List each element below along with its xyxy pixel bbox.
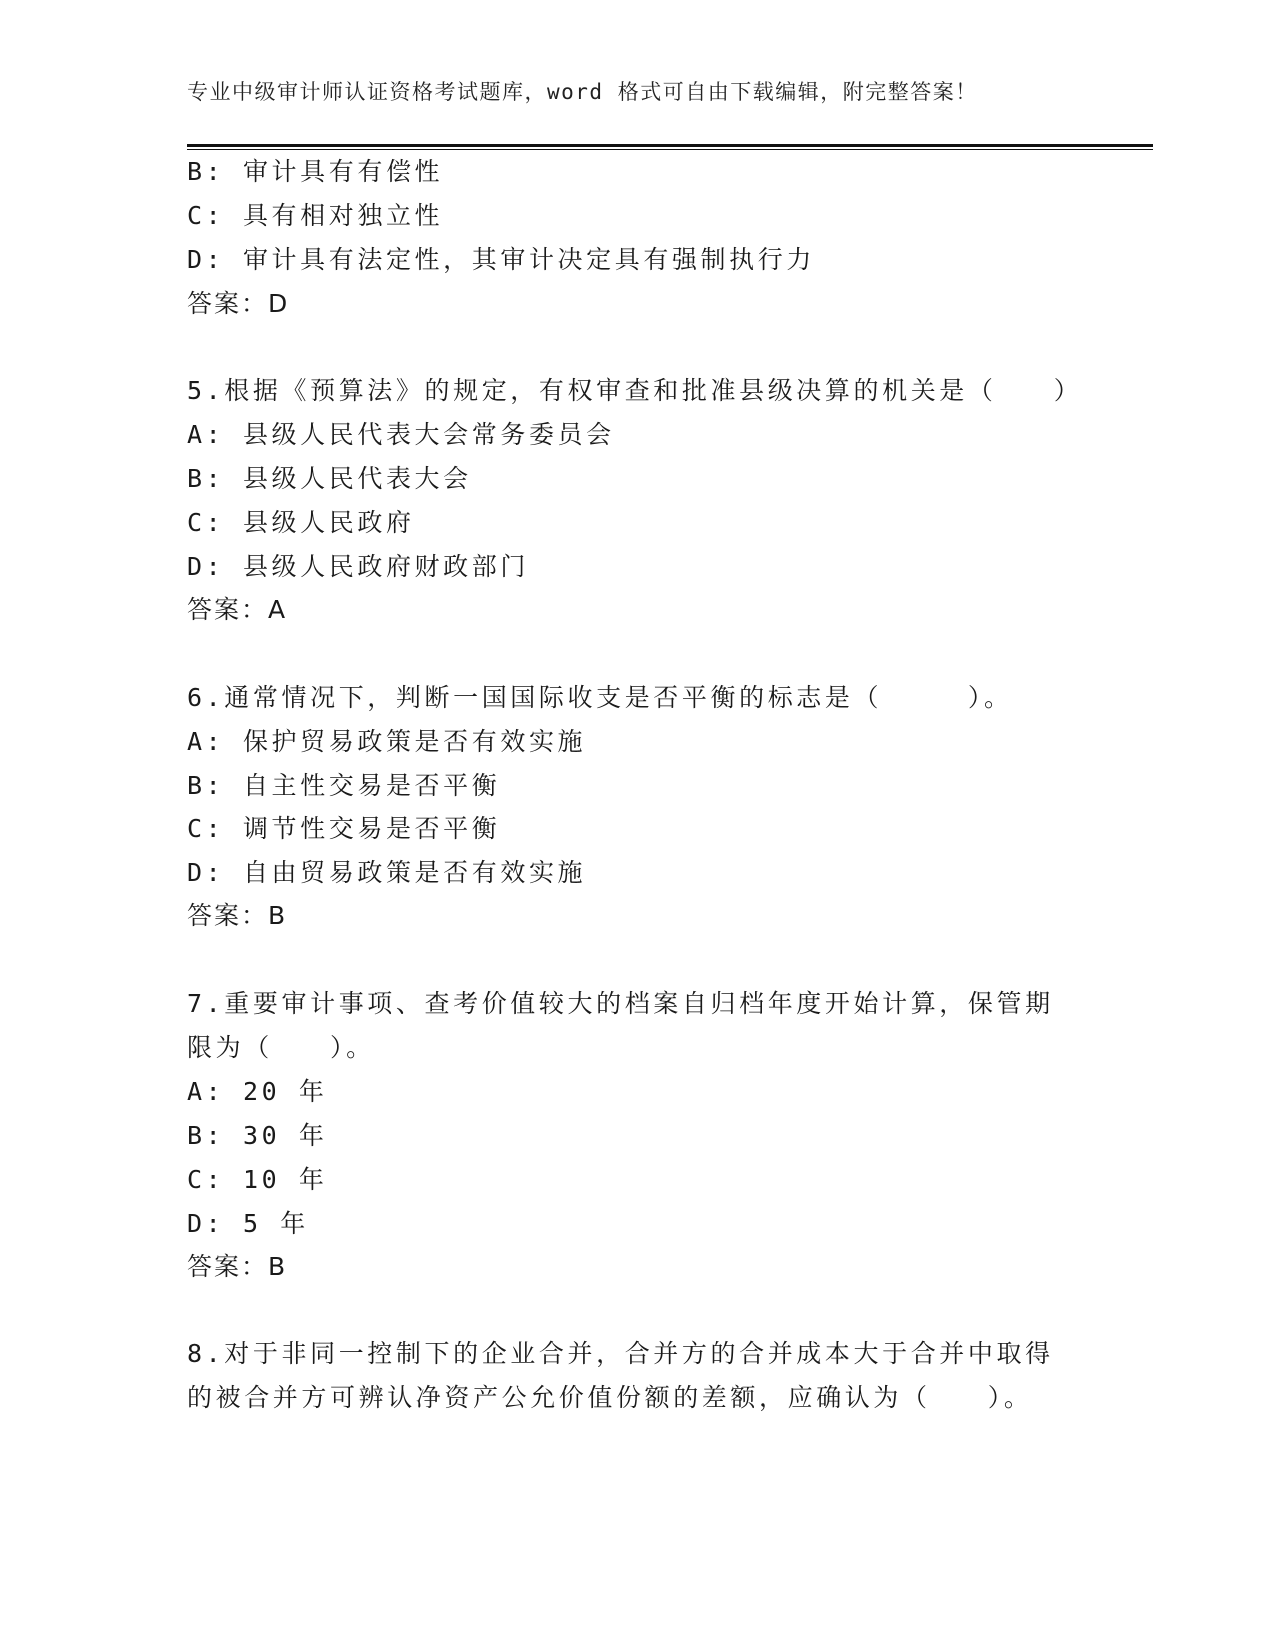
q5-option-c: C: 县级人民政府 <box>187 508 415 537</box>
q6-answer: 答案：B <box>187 901 288 930</box>
q6-option-b: B: 自主性交易是否平衡 <box>187 771 501 800</box>
q7-option-a: A: 20 年 <box>187 1077 328 1106</box>
page-header: 专业中级审计师认证资格考试题库，word 格式可自由下载编辑，附完整答案！ <box>187 80 978 104</box>
q7-option-c: C: 10 年 <box>187 1165 328 1194</box>
q5-stem: 5.根据《预算法》的规定，有权审查和批准县级决算的机关是（ ） <box>187 376 1083 405</box>
q8-stem-line2: 的被合并方可辨认净资产公允价值份额的差额，应确认为（ ）。 <box>187 1383 1033 1412</box>
q6-stem: 6.通常情况下，判断一国国际收支是否平衡的标志是（ ）。 <box>187 683 1013 712</box>
header-rule-thin <box>187 149 1153 150</box>
q5-option-b: B: 县级人民代表大会 <box>187 464 472 493</box>
q7-stem-line1: 7.重要审计事项、查考价值较大的档案自归档年度开始计算，保管期 <box>187 989 1054 1018</box>
q6-option-a: A: 保护贸易政策是否有效实施 <box>187 727 587 756</box>
q6-option-c: C: 调节性交易是否平衡 <box>187 814 501 843</box>
q4-answer: 答案：D <box>187 289 290 318</box>
q7-answer: 答案：B <box>187 1252 288 1281</box>
q4-option-b: B: 审计具有有偿性 <box>187 157 444 186</box>
q4-option-c: C: 具有相对独立性 <box>187 201 444 230</box>
q5-answer: 答案：A <box>187 595 288 624</box>
q4-option-d: D: 审计具有法定性，其审计决定具有强制执行力 <box>187 245 815 274</box>
header-rule-thick <box>187 144 1153 147</box>
q5-option-d: D: 县级人民政府财政部门 <box>187 552 529 581</box>
q8-stem-line1: 8.对于非同一控制下的企业合并，合并方的合并成本大于合并中取得 <box>187 1339 1054 1368</box>
q6-option-d: D: 自由贸易政策是否有效实施 <box>187 858 587 887</box>
q7-stem-line2: 限为（ ）。 <box>187 1033 375 1062</box>
q7-option-d: D: 5 年 <box>187 1209 309 1238</box>
q5-option-a: A: 县级人民代表大会常务委员会 <box>187 420 615 449</box>
q7-option-b: B: 30 年 <box>187 1121 328 1150</box>
